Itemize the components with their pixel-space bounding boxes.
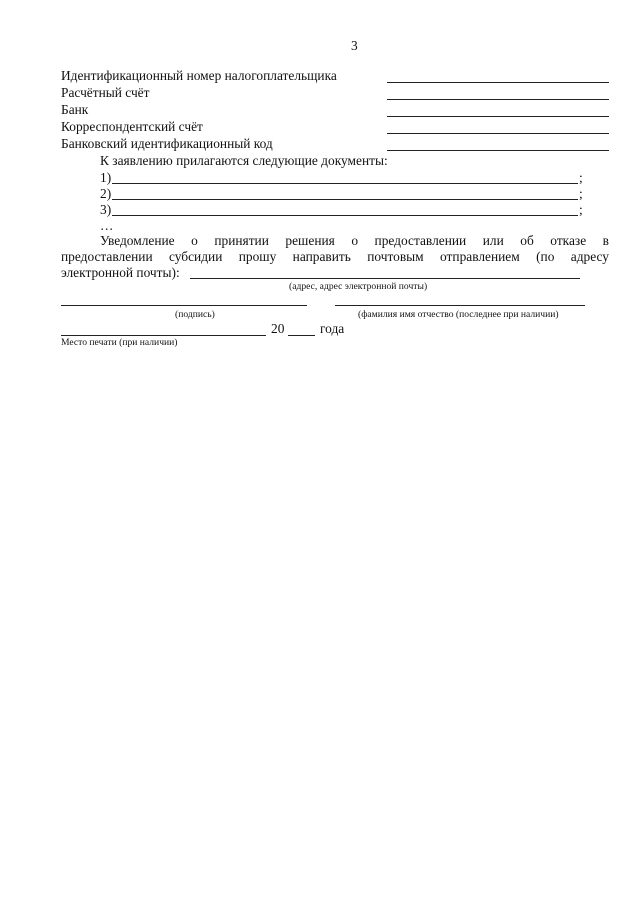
date-year-prefix: 20 (271, 321, 285, 336)
documents-intro: К заявлению прилагаются следующие документы: (100, 153, 388, 168)
field-line-bic[interactable] (387, 150, 609, 151)
field-label-account: Расчётный счёт (61, 85, 150, 100)
field-line-bank[interactable] (387, 116, 609, 117)
field-line-account[interactable] (387, 99, 609, 100)
document-end: ; (579, 170, 583, 185)
field-line-inn[interactable] (387, 82, 609, 83)
ellipsis: … (100, 218, 114, 233)
date-year-suffix: года (320, 321, 345, 336)
field-line-corr-account[interactable] (387, 133, 609, 134)
document-line[interactable] (112, 215, 578, 216)
name-caption: (фамилия имя отчество (последнее при наличии) (358, 309, 559, 320)
signature-caption: (подпись) (175, 309, 215, 320)
notification-line-3: электронной почты): (61, 265, 180, 280)
address-line[interactable] (190, 278, 580, 279)
name-line[interactable] (335, 305, 585, 306)
seal-caption: Место печати (при наличии) (61, 337, 178, 348)
field-label-bank: Банк (61, 102, 89, 117)
address-caption: (адрес, адрес электронной почты) (289, 281, 428, 292)
signature-line[interactable] (61, 305, 307, 306)
page-number: 3 (351, 38, 358, 53)
field-label-inn: Идентификационный номер налогоплательщика (61, 68, 337, 83)
document-end: ; (579, 186, 583, 201)
document-line[interactable] (112, 183, 578, 184)
field-label-bic: Банковский идентификационный код (61, 136, 273, 151)
date-day-month-line[interactable] (61, 335, 266, 336)
notification-line-2: предоставлении субсидии прошу направить почтовым отправлением (по адресу (61, 249, 609, 264)
field-label-corr-account: Корреспондентский счёт (61, 119, 203, 134)
document-number: 3) (100, 202, 112, 217)
date-year-line[interactable] (288, 335, 315, 336)
document-number: 2) (100, 186, 112, 201)
notification-line-1: Уведомление о принятии решения о предоставлении или об отказе в (100, 233, 609, 248)
document-number: 1) (100, 170, 112, 185)
document-end: ; (579, 202, 583, 217)
document-line[interactable] (112, 199, 578, 200)
